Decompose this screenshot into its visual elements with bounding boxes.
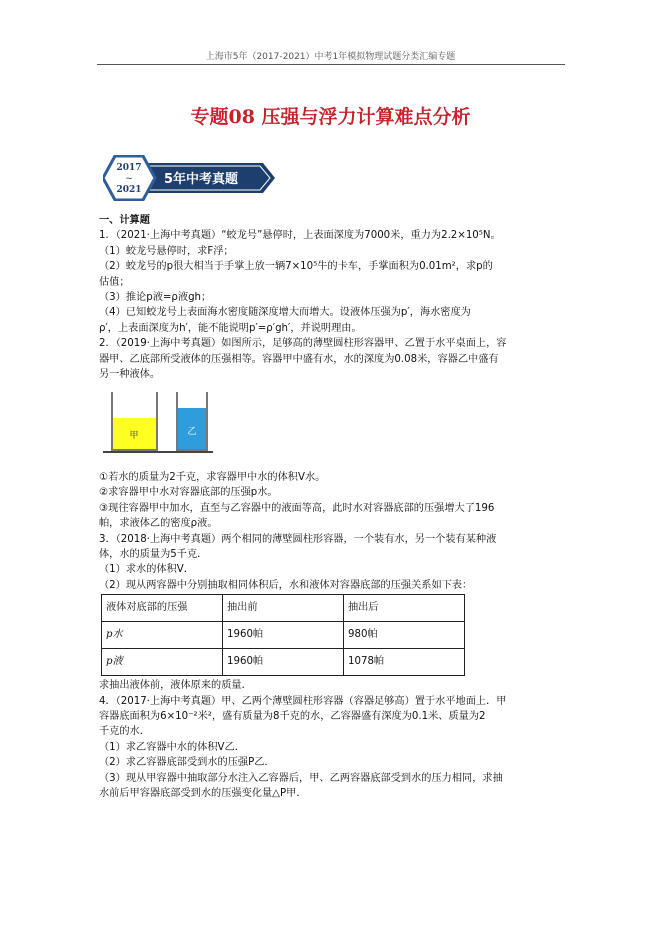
- q1-line: （2）蛟龙号的p很大相当于手掌上放一辆7×10⁵牛的卡车，手掌面积为0.01m²，求p的: [99, 261, 493, 273]
- page-title: 专题08 压强与浮力计算难点分析: [190, 106, 471, 128]
- q2-line: 器甲、乙底部所受液体的压强相等。容器甲中盛有水，水的深度为0.08米，容器乙中盛有: [99, 353, 499, 365]
- q4-line: 千克的水．: [99, 726, 150, 738]
- table-row: [102, 649, 465, 676]
- q1-line: （4）已知蛟龙号上表面海水密度随深度增大而增大。设液体压强为p′，海水密度为: [99, 307, 471, 319]
- table-cell: 980帕: [344, 622, 465, 649]
- table-cell: 1960帕: [223, 649, 344, 676]
- table-row: [102, 622, 465, 649]
- q1-line: ρ′，上表面深度为h′，能不能说明p′=ρ′gh′，并说明理由。: [99, 322, 362, 334]
- q2-line: 帕，求液体乙的密度ρ液。: [99, 518, 218, 530]
- table-cell: p水: [102, 622, 223, 649]
- q1-line: （3）推论p液=ρ液gh；: [99, 292, 212, 304]
- header-divider: [97, 64, 565, 65]
- banner-year-bottom: 2021: [116, 185, 142, 195]
- question-4: [99, 694, 565, 802]
- q4-line: 4．（2017·上海中考真题）甲、乙两个薄壁圆柱形容器（容器足够高）置于水平地面上．甲: [99, 695, 507, 707]
- q2-line: ②求容器甲中水对容器底部的压强p水。: [99, 487, 278, 499]
- q2-line: ③现往容器甲中加水，直至与乙容器中的液面等高，此时水对容器底部的压强增大了196: [99, 502, 495, 514]
- table-cell: p液: [102, 649, 223, 676]
- pressure-table: [101, 594, 465, 676]
- q4-line: （2）求乙容器底部受到水的压强P乙．: [99, 757, 275, 769]
- page-header: 上海市5年（2017-2021）中考1年模拟物理试题分类汇编专题: [205, 52, 456, 62]
- container-figure: [103, 390, 213, 456]
- q1-line: （1）蛟龙号悬停时，求F浮；: [99, 245, 234, 257]
- q3-line: （1）求水的体积V．: [99, 564, 194, 576]
- banner-year-top: 2017: [116, 163, 142, 173]
- q1-line: 1．（2021·上海中考真题）“蛟龙号”悬停时，上表面深度为7000米，重力为2.2×10⁵N。: [99, 230, 501, 242]
- q4-line: （3）现从甲容器中抽取部分水注入乙容器后，甲、乙两容器底部受到水的压力相同，求抽: [99, 772, 503, 784]
- section-banner: [103, 155, 275, 201]
- container-a-label: 甲: [129, 431, 139, 442]
- table-header-cell: 抽出前: [223, 595, 344, 622]
- table-cell: 1078帕: [344, 649, 465, 676]
- question-3: [99, 532, 565, 694]
- q3-line: 体，水的质量为5千克．: [99, 548, 208, 560]
- section-heading: 一、计算题: [99, 215, 150, 226]
- table-header-cell: 抽出后: [344, 595, 465, 622]
- q3-line: （2）现从两容器中分别抽取相同体积后，水和液体对容器底部的压强关系如下表：: [99, 579, 473, 591]
- q2-line: 2．（2019·上海中考真题）如图所示，足够高的薄壁圆柱形容器甲、乙置于水平桌面上，容: [99, 338, 507, 350]
- table-header-row: [102, 595, 465, 622]
- q3-line: 求抽出液体前，液体原来的质量．: [99, 680, 252, 692]
- q1-line: 估值；: [99, 276, 130, 288]
- q4-line: 水前后甲容器底部受到水的压强变化量△P甲．: [99, 787, 307, 799]
- table-header-cell: 液体对底部的压强: [102, 595, 223, 622]
- q2-line: 另一种液体。: [99, 369, 161, 381]
- question-2: [99, 336, 565, 531]
- q4-line: （1）求乙容器中水的体积V乙．: [99, 741, 245, 753]
- q4-line: 容器底面积为6×10⁻²米²，盛有质量为8千克的水，乙容器盛有深度为0.1米、质量为2: [99, 710, 486, 722]
- main-content: [99, 213, 565, 801]
- question-1: [99, 228, 565, 336]
- container-b-label: 乙: [187, 427, 197, 438]
- q2-line: ①若水的质量为2千克，求容器甲中水的体积V水。: [99, 471, 326, 483]
- banner-tilde: ~: [125, 174, 133, 184]
- table-cell: 1960帕: [223, 622, 344, 649]
- banner-label: 5年中考真题: [163, 172, 239, 187]
- q3-line: 3．（2018·上海中考真题）两个相同的薄壁圆柱形容器，一个装有水，另一个装有某种液: [99, 533, 497, 545]
